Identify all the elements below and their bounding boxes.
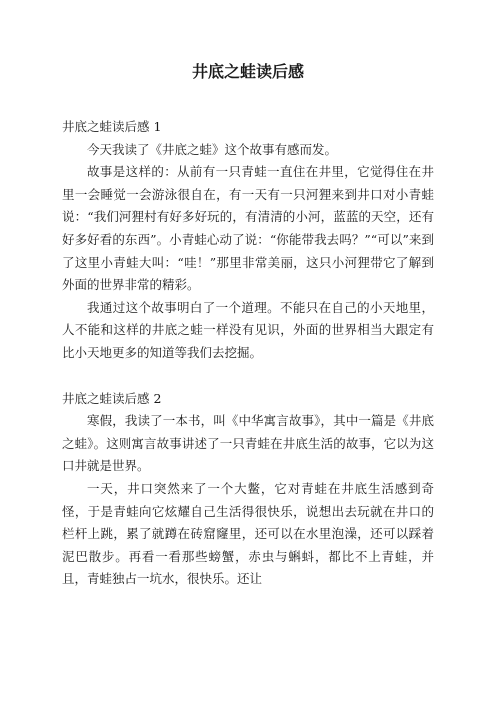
paragraph: 故事是这样的：从前有一只青蛙一直住在井里，它觉得住在井里一会睡觉一会游泳很自在，有一天有一只河狸来到井口对小青蛙说：“我们河狸村有好多好玩的，有清清的小河，蓝蓝的天空，还有好多好看的东西”。小青蛙心动了说：“你能带我去吗？”“可以”来到了这里小青蛙大叫：“哇！”那里非常美丽，这只小河狸带它了解到外面的世界非常的精彩。 [62, 164, 435, 293]
essay-section-1 [62, 82, 434, 365]
section-heading: 井底之蛙读后感 2 [62, 390, 162, 406]
document-title: 井底之蛙读后感 [191, 62, 304, 81]
section-heading: 井底之蛙读后感 1 [62, 119, 162, 134]
paragraph: 我通过这个故事明白了一个道理。不能只在自己的小天地里，人不能和这样的井底之蛙一样没有见识，外面的世界相当大跟定有比小天地更多的知道等我们去挖掘。 [62, 299, 434, 360]
paragraph: 寒假，我读了一本书，叫《中华寓言故事》，其中一篇是《井底之蛙》。这则寓言故事讲述了一只青蛙在井底生活的故事，它以为这口井就是世界。 [62, 413, 434, 474]
essay-section-2 [62, 365, 434, 591]
paragraph: 一天，井口突然来了一个大鳖，它对青蛙在井底生活感到奇怪，于是青蛙向它炫耀自己生活得很快乐，说想出去玩就在井口的栏杆上跳，累了就蹲在砖窟窿里，还可以在水里泡澡，还可以踩着泥巴散步。再看一看那些螃蟹，赤虫与蝌蚪，都比不上青蛙，并且，青蛙独占一坑水，很快乐。还让 [62, 480, 434, 587]
paragraph: 今天我读了《井底之蛙》这个故事有感而发。 [87, 141, 338, 157]
